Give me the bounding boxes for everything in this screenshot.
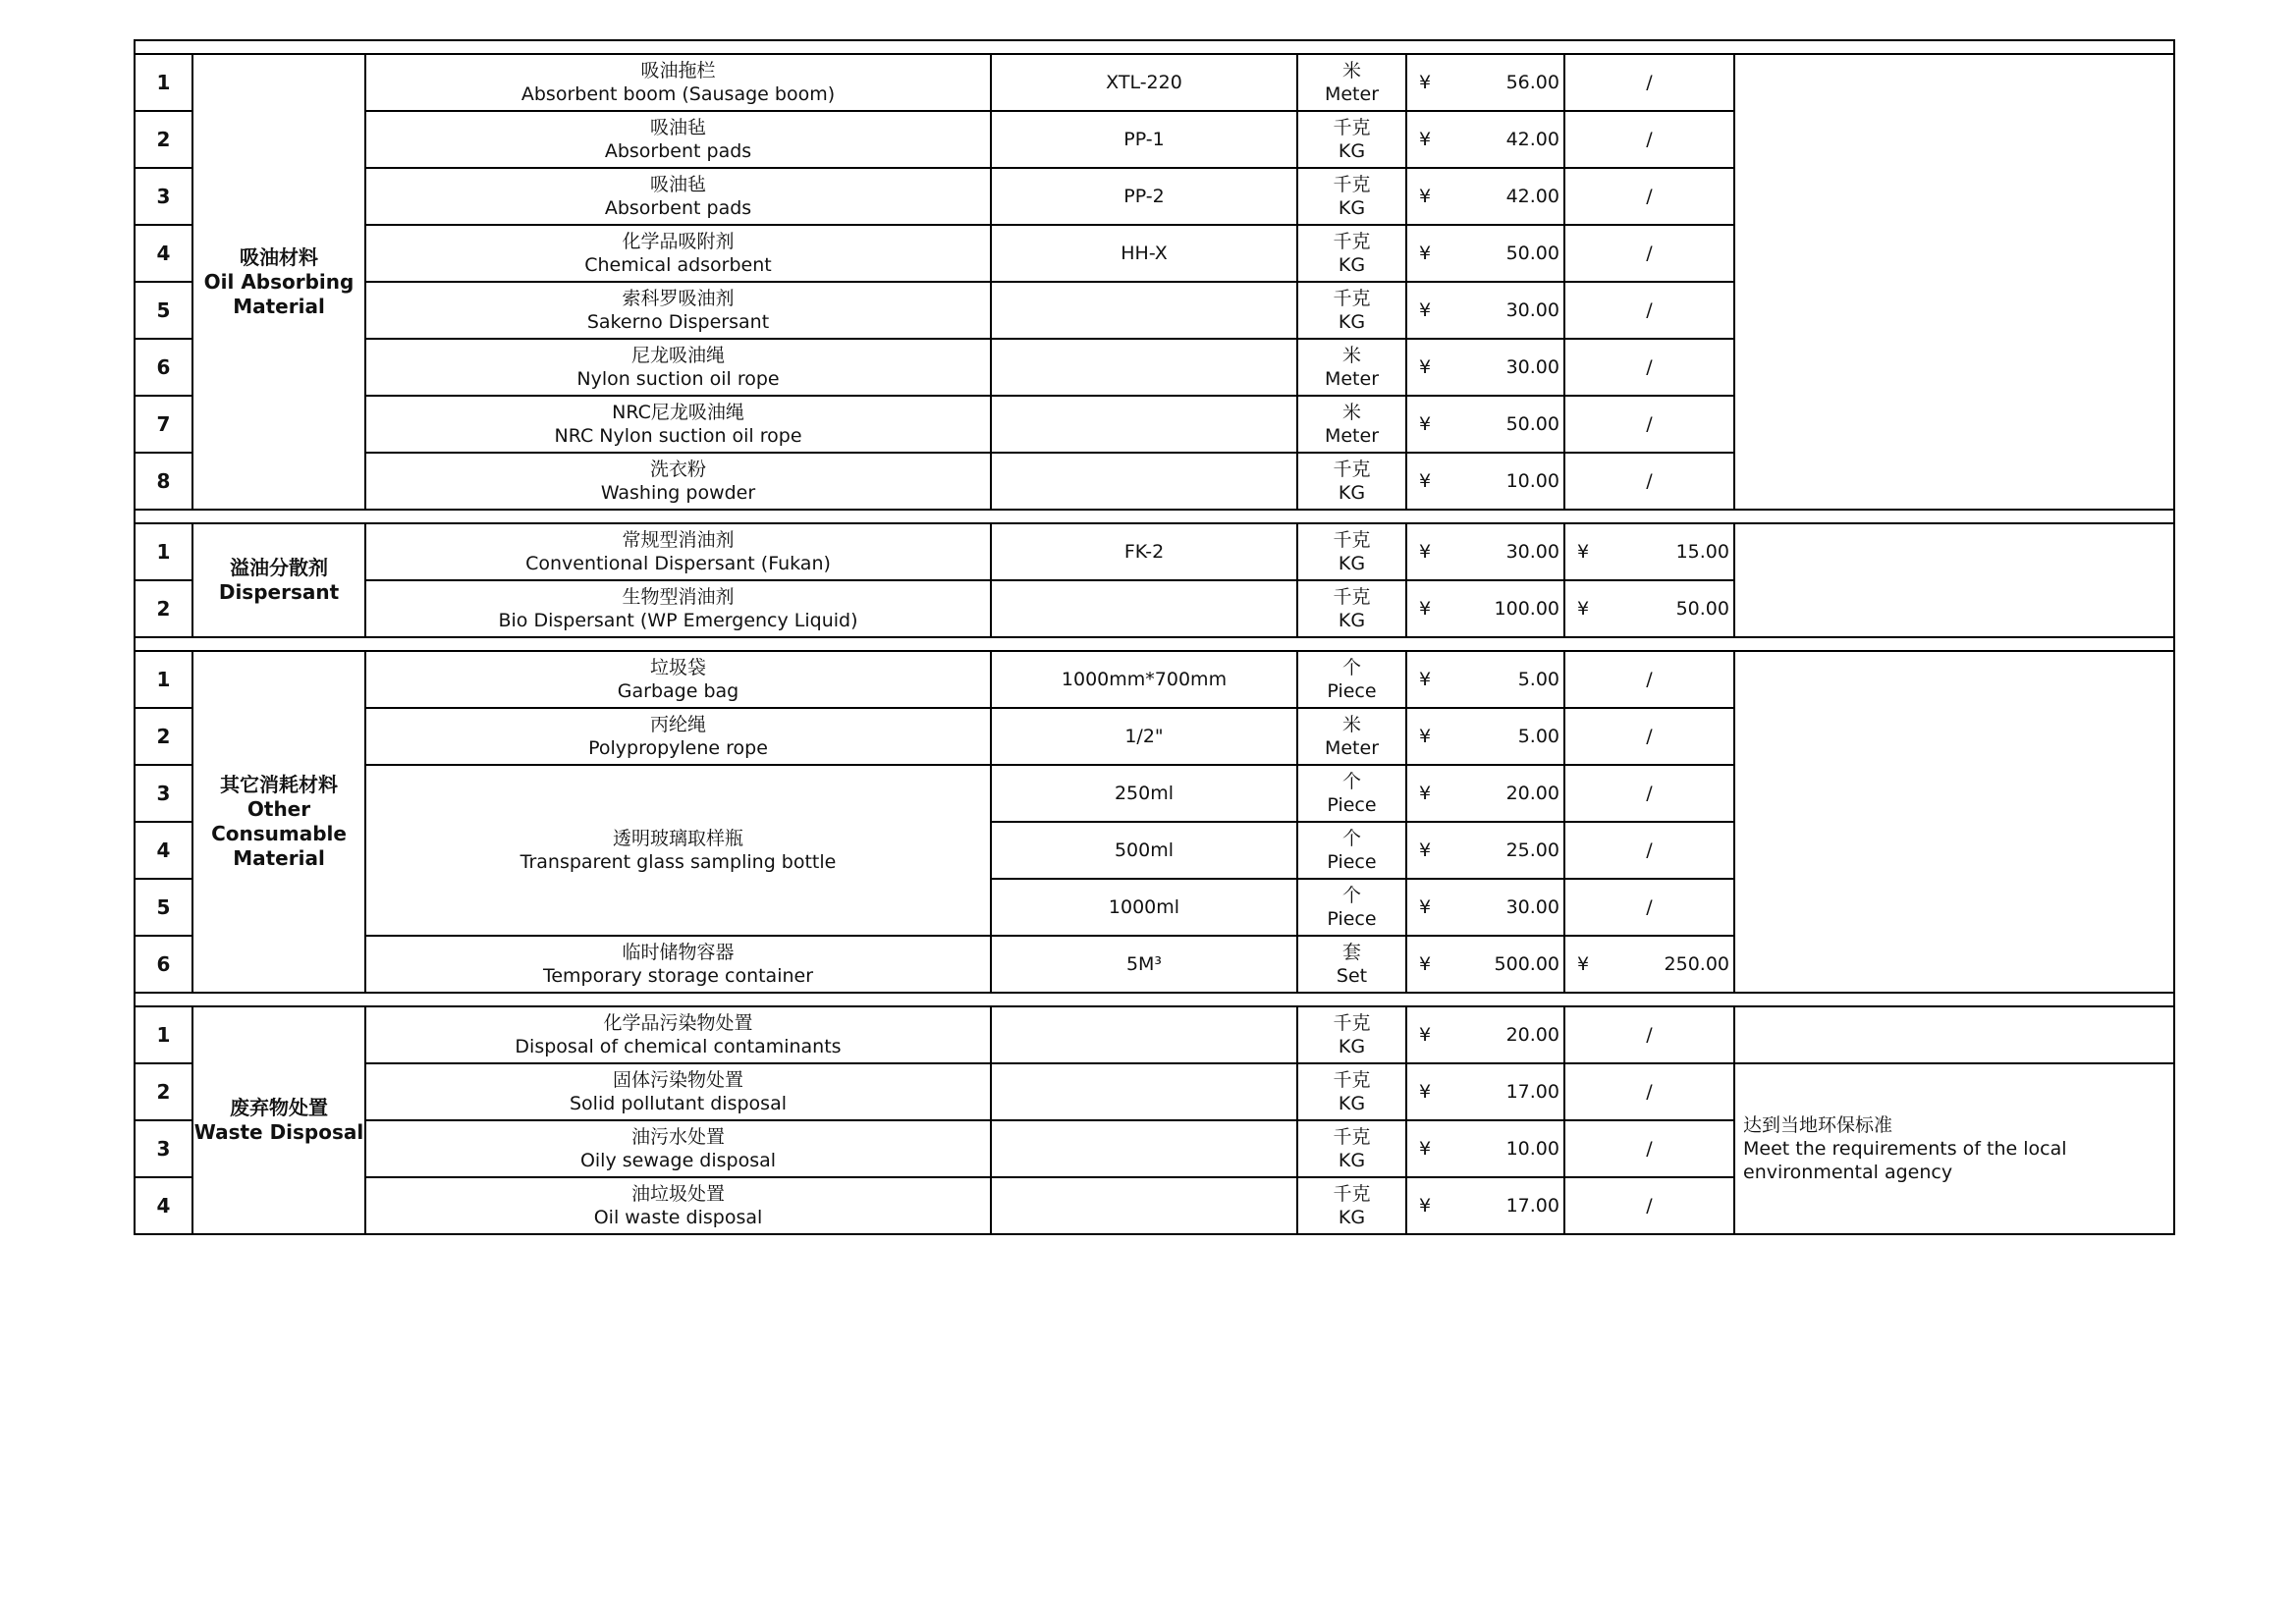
item-name-zh: 油垃圾处置 [630,1183,725,1205]
item-unit-en: KG [1338,1207,1366,1228]
item-name [365,1120,991,1177]
item-name-en: Garbage bag [617,680,739,702]
unit-price-currency: ¥ [1419,953,1432,975]
item-spec: FK-2 [991,523,1297,580]
item-name-zh: 固体污染物处置 [612,1069,743,1091]
item-name-zh: 吸油毡 [649,117,706,138]
item-name-zh: 化学品吸附剂 [622,231,735,252]
category-cell [192,523,365,637]
secondary-price: / [1564,396,1734,453]
row-number: 6 [135,936,192,993]
item-unit-zh: 千克 [1333,529,1371,551]
unit-price-amount: 56.00 [1505,72,1559,93]
section-separator [135,510,2174,523]
item-unit-zh: 米 [1341,60,1361,81]
secondary-price: / [1564,168,1734,225]
item-unit-zh: 千克 [1333,1183,1371,1205]
unit-price [1406,580,1564,637]
item-name-en: Transparent glass sampling bottle [519,851,837,873]
item-spec [991,282,1297,339]
row-number: 7 [135,396,192,453]
item-name [365,54,991,111]
unit-price-currency: ¥ [1419,356,1432,378]
item-unit [1297,453,1406,510]
item-unit [1297,822,1406,879]
item-unit-en: Meter [1324,425,1380,447]
unit-price-currency: ¥ [1419,243,1432,264]
category-label-en: Waste Disposal [193,1120,364,1144]
item-unit [1297,225,1406,282]
item-unit [1297,1120,1406,1177]
unit-price-currency: ¥ [1419,839,1432,861]
item-name [365,225,991,282]
category-cell [192,651,365,993]
item-name-en: Polypropylene rope [588,737,768,759]
unit-price-amount: 17.00 [1505,1195,1559,1217]
item-name [365,282,991,339]
item-unit-en: KG [1338,1036,1366,1057]
item-unit-en: Piece [1327,794,1377,816]
item-name [365,396,991,453]
item-unit-zh: 千克 [1333,1012,1371,1034]
unit-price-amount: 20.00 [1505,783,1559,804]
item-unit-en: Meter [1324,83,1380,105]
category-label-en: Other Consumable Material [211,797,347,870]
item-name [365,168,991,225]
item-unit-en: KG [1338,1093,1366,1114]
unit-price [1406,523,1564,580]
secondary-price [1564,936,1734,993]
unit-price [1406,651,1564,708]
unit-price-currency: ¥ [1419,470,1432,492]
unit-price-amount: 10.00 [1505,1138,1559,1160]
item-spec: PP-2 [991,168,1297,225]
item-unit-en: KG [1338,553,1366,574]
item-unit-en: Set [1336,965,1368,987]
table-row [135,651,2174,708]
unit-price [1406,168,1564,225]
secondary-price-currency: ¥ [1577,953,1590,975]
item-unit-zh: 千克 [1333,288,1371,309]
item-unit-en: KG [1338,254,1366,276]
section-separator-row [135,510,2174,523]
unit-price [1406,765,1564,822]
secondary-price-currency: ¥ [1577,598,1590,620]
item-spec [991,1063,1297,1120]
row-number: 2 [135,708,192,765]
item-name [365,111,991,168]
section-separator [135,40,2174,54]
row-number: 4 [135,1177,192,1234]
row-number: 2 [135,111,192,168]
row-number: 1 [135,651,192,708]
row-number: 3 [135,168,192,225]
item-name-zh: 化学品污染物处置 [603,1012,753,1034]
item-name [365,523,991,580]
category-label-zh: 其它消耗材料 [220,773,338,796]
secondary-price-amount: 250.00 [1664,953,1729,975]
item-name-en: NRC Nylon suction oil rope [554,425,802,447]
item-name-en: Bio Dispersant (WP Emergency Liquid) [498,610,858,631]
item-name-zh: 尼龙吸油绳 [630,345,725,366]
unit-price [1406,822,1564,879]
item-name-en: Oil waste disposal [593,1207,763,1228]
item-unit [1297,1006,1406,1063]
category-cell [192,1006,365,1234]
item-unit-zh: 千克 [1333,459,1371,480]
unit-price [1406,396,1564,453]
item-name-en: Absorbent boom (Sausage boom) [520,83,836,105]
item-unit-zh: 个 [1341,771,1361,792]
item-name-zh: NRC尼龙吸油绳 [612,402,744,423]
unit-price-amount: 5.00 [1517,726,1559,747]
unit-price [1406,453,1564,510]
row-number: 3 [135,765,192,822]
item-unit [1297,396,1406,453]
item-unit-zh: 套 [1341,942,1361,963]
secondary-price: / [1564,822,1734,879]
item-spec: 1/2" [991,708,1297,765]
unit-price-amount: 30.00 [1505,356,1559,378]
item-unit-zh: 个 [1341,885,1361,906]
item-name-en: Oily sewage disposal [579,1150,777,1171]
item-unit-en: Piece [1327,851,1377,873]
unit-price-currency: ¥ [1419,1024,1432,1046]
item-spec [991,453,1297,510]
unit-price-amount: 20.00 [1505,1024,1559,1046]
unit-price [1406,1120,1564,1177]
unit-price [1406,54,1564,111]
item-unit-zh: 千克 [1333,117,1371,138]
item-unit-en: Meter [1324,737,1380,759]
item-unit-zh: 千克 [1333,586,1371,608]
unit-price-currency: ¥ [1419,299,1432,321]
unit-price [1406,225,1564,282]
item-spec [991,1177,1297,1234]
row-number: 5 [135,879,192,936]
unit-price [1406,936,1564,993]
table-row [135,1063,2174,1120]
item-spec: HH-X [991,225,1297,282]
item-name [365,1006,991,1063]
unit-price-amount: 10.00 [1505,470,1559,492]
unit-price [1406,879,1564,936]
item-spec [991,396,1297,453]
category-label-en: Oil Absorbing Material [203,269,355,318]
item-spec [991,1006,1297,1063]
row-number: 8 [135,453,192,510]
item-spec [991,1120,1297,1177]
item-unit-zh: 千克 [1333,231,1371,252]
item-name-zh: 透明玻璃取样瓶 [612,828,743,849]
item-name-en: Absorbent pads [604,197,752,219]
item-unit-zh: 米 [1341,714,1361,735]
secondary-price: / [1564,1006,1734,1063]
secondary-price [1564,580,1734,637]
secondary-price: / [1564,54,1734,111]
secondary-price [1564,523,1734,580]
section-separator [135,993,2174,1006]
item-unit [1297,54,1406,111]
item-unit-en: KG [1338,1150,1366,1171]
category-label-zh: 溢油分散剂 [230,556,328,579]
unit-price-currency: ¥ [1419,541,1432,563]
unit-price-currency: ¥ [1419,598,1432,620]
unit-price-currency: ¥ [1419,1138,1432,1160]
item-name-en: Chemical adsorbent [584,254,772,276]
item-unit [1297,1063,1406,1120]
unit-price-amount: 30.00 [1505,896,1559,918]
table-row [135,523,2174,580]
item-unit [1297,765,1406,822]
item-name-zh: 吸油毡 [649,174,706,195]
unit-price-currency: ¥ [1419,186,1432,207]
item-name [365,708,991,765]
item-name-zh: 油污水处置 [630,1126,725,1148]
item-unit-zh: 个 [1341,828,1361,849]
item-unit-en: KG [1338,482,1366,504]
secondary-price: / [1564,453,1734,510]
unit-price [1406,339,1564,396]
remarks-cell [1734,1006,2174,1063]
row-number: 4 [135,822,192,879]
row-number: 1 [135,54,192,111]
secondary-price: / [1564,1063,1734,1120]
item-unit [1297,580,1406,637]
item-unit [1297,708,1406,765]
item-name-zh: 吸油拖栏 [640,60,716,81]
category-label-zh: 废弃物处置 [230,1096,328,1119]
secondary-price: / [1564,282,1734,339]
secondary-price: / [1564,339,1734,396]
item-name [365,339,991,396]
unit-price-amount: 42.00 [1505,129,1559,150]
item-unit [1297,111,1406,168]
remarks-text-en: Meet the requirements of the local environmental agency [1743,1138,2067,1183]
unit-price-currency: ¥ [1419,72,1432,93]
row-number: 4 [135,225,192,282]
unit-price [1406,1177,1564,1234]
item-unit-en: KG [1338,311,1366,333]
unit-price [1406,111,1564,168]
remarks-cell [1734,1063,2174,1234]
item-unit-en: Meter [1324,368,1380,390]
item-name [365,1177,991,1234]
item-spec [991,339,1297,396]
section-separator-row [135,40,2174,54]
row-number: 2 [135,1063,192,1120]
item-spec: 1000mm*700mm [991,651,1297,708]
secondary-price: / [1564,879,1734,936]
item-unit [1297,523,1406,580]
item-unit-en: KG [1338,140,1366,162]
item-unit [1297,339,1406,396]
unit-price-currency: ¥ [1419,783,1432,804]
table-row [135,1006,2174,1063]
item-unit [1297,936,1406,993]
item-name-zh: 丙纶绳 [649,714,706,735]
unit-price-amount: 50.00 [1505,413,1559,435]
item-name-en: Absorbent pads [604,140,752,162]
unit-price [1406,282,1564,339]
item-unit-zh: 米 [1341,345,1361,366]
item-spec: 5M³ [991,936,1297,993]
item-name-zh: 生物型消油剂 [622,586,735,608]
item-unit-en: Piece [1327,908,1377,930]
item-name [365,651,991,708]
secondary-price-amount: 15.00 [1675,541,1729,563]
price-table [134,39,2175,1235]
table-row [135,54,2174,111]
secondary-price: / [1564,225,1734,282]
unit-price [1406,708,1564,765]
item-unit-en: KG [1338,610,1366,631]
unit-price-currency: ¥ [1419,1195,1432,1217]
item-name-zh: 洗衣粉 [649,459,706,480]
item-unit-zh: 千克 [1333,174,1371,195]
secondary-price-currency: ¥ [1577,541,1590,563]
item-spec: 1000ml [991,879,1297,936]
unit-price-currency: ¥ [1419,413,1432,435]
item-name-en: Temporary storage container [542,965,814,987]
secondary-price: / [1564,1120,1734,1177]
row-number: 1 [135,523,192,580]
item-name-zh: 临时储物容器 [622,942,735,963]
item-unit-zh: 千克 [1333,1126,1371,1148]
unit-price-currency: ¥ [1419,129,1432,150]
secondary-price: / [1564,708,1734,765]
row-number: 5 [135,282,192,339]
secondary-price: / [1564,1177,1734,1234]
unit-price-amount: 30.00 [1505,299,1559,321]
unit-price-amount: 30.00 [1505,541,1559,563]
row-number: 1 [135,1006,192,1063]
item-unit [1297,651,1406,708]
category-label-en: Dispersant [218,580,340,604]
item-name [365,453,991,510]
item-name-zh: 常规型消油剂 [622,529,735,551]
item-name-en: Sakerno Dispersant [586,311,770,333]
unit-price-currency: ¥ [1419,896,1432,918]
unit-price-amount: 25.00 [1505,839,1559,861]
item-name-en: Solid pollutant disposal [570,1093,787,1114]
secondary-price: / [1564,111,1734,168]
remarks-cell [1734,54,2174,510]
section-separator-row [135,993,2174,1006]
section-separator-row [135,637,2174,651]
item-unit [1297,168,1406,225]
item-name-en: Conventional Dispersant (Fukan) [525,553,831,574]
unit-price [1406,1006,1564,1063]
remarks-cell [1734,523,2174,637]
row-number: 6 [135,339,192,396]
item-spec: 250ml [991,765,1297,822]
item-name [365,580,991,637]
secondary-price: / [1564,765,1734,822]
remarks-cell [1734,651,2174,993]
item-name-en: Washing powder [600,482,756,504]
unit-price [1406,1063,1564,1120]
unit-price-amount: 42.00 [1505,186,1559,207]
item-name-zh: 索科罗吸油剂 [622,288,735,309]
item-spec: XTL-220 [991,54,1297,111]
unit-price-currency: ¥ [1419,1081,1432,1103]
item-unit-zh: 千克 [1333,1069,1371,1091]
item-name-en: Disposal of chemical contaminants [515,1036,842,1057]
unit-price-currency: ¥ [1419,726,1432,747]
item-unit [1297,1177,1406,1234]
item-unit [1297,282,1406,339]
item-unit [1297,879,1406,936]
row-number: 2 [135,580,192,637]
item-name [365,936,991,993]
unit-price-amount: 5.00 [1517,669,1559,690]
item-unit-zh: 个 [1341,657,1361,678]
category-cell [192,54,365,510]
category-label-zh: 吸油材料 [240,244,318,269]
remarks-text-zh: 达到当地环保标准 [1743,1114,1893,1136]
unit-price-amount: 17.00 [1505,1081,1559,1103]
item-name [365,765,991,936]
unit-price-currency: ¥ [1419,669,1432,690]
item-unit-en: KG [1338,197,1366,219]
item-spec: 500ml [991,822,1297,879]
item-unit-en: Piece [1327,680,1377,702]
item-spec [991,580,1297,637]
item-spec: PP-1 [991,111,1297,168]
item-name-en: Nylon suction oil rope [576,368,780,390]
secondary-price-amount: 50.00 [1675,598,1729,620]
item-name-zh: 垃圾袋 [649,657,706,678]
unit-price-amount: 500.00 [1494,953,1559,975]
price-table-sheet [134,39,2173,1235]
row-number: 3 [135,1120,192,1177]
item-name [365,1063,991,1120]
section-separator [135,637,2174,651]
item-unit-zh: 米 [1341,402,1361,423]
unit-price-amount: 50.00 [1505,243,1559,264]
secondary-price: / [1564,651,1734,708]
unit-price-amount: 100.00 [1494,598,1559,620]
